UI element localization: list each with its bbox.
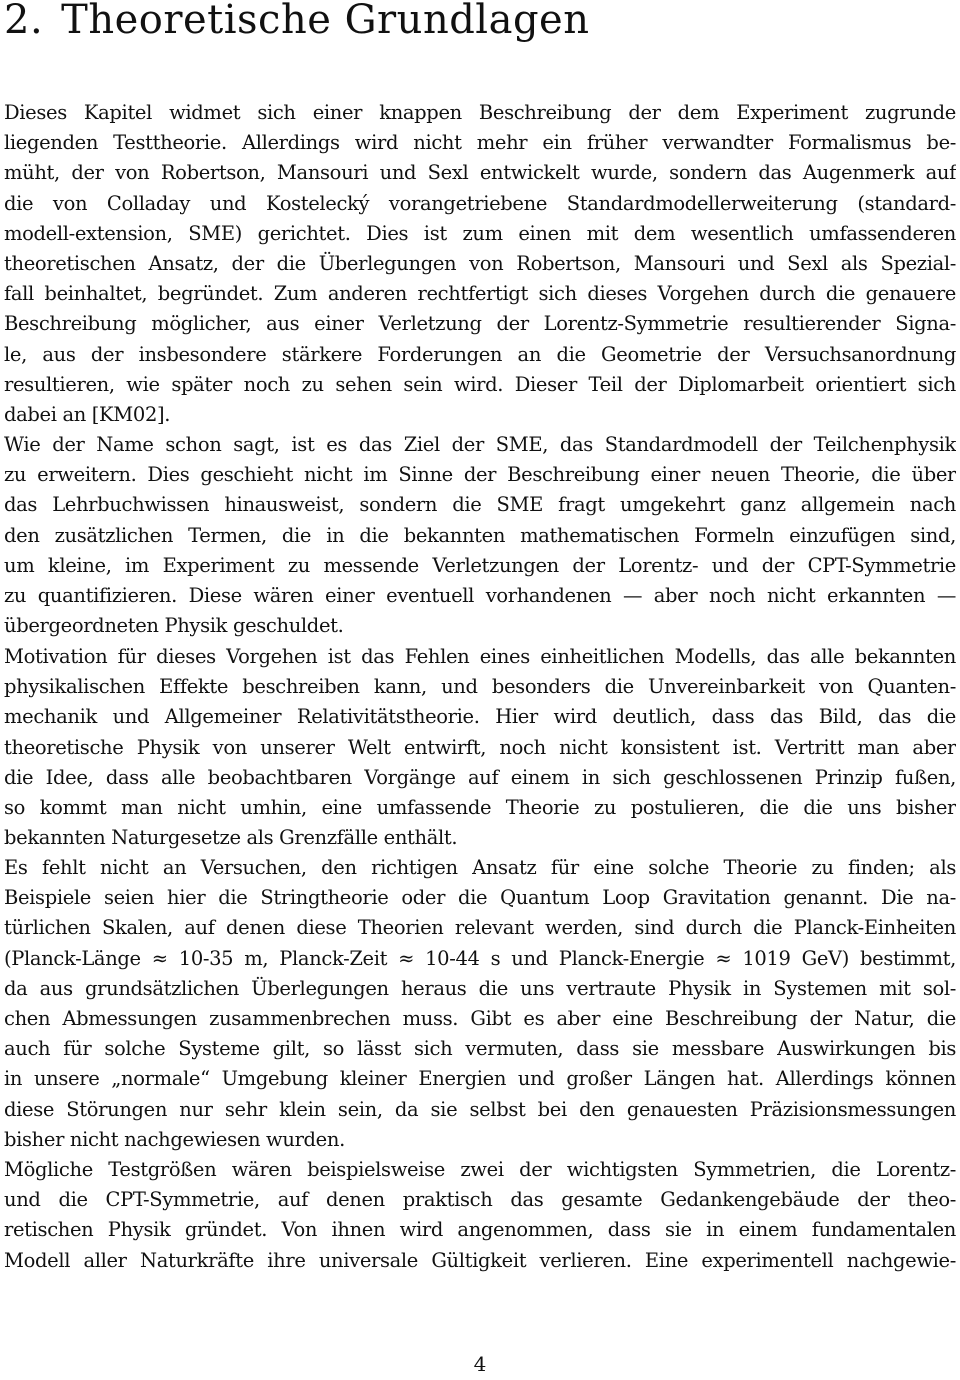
- text-line: bisher nicht nachgewiesen wurden.: [4, 1127, 345, 1151]
- text-line: in unsere „normale“ Umgebung kleiner Energien und großer Längen hat. Allerdings können: [4, 1067, 956, 1091]
- paragraph-symmetries: [4, 1155, 956, 1276]
- text-line: müht, der von Robertson, Mansouri und Sexl entwickelt wurde, sondern das Augenmerk auf: [4, 161, 956, 185]
- text-line: übergeordneten Physik geschuldet.: [4, 614, 344, 638]
- text-line: Dieses Kapitel widmet sich einer knappen Beschreibung der dem Experiment zugrunde: [4, 101, 956, 124]
- text-line: da aus grundsätzlichen Überlegungen heraus die uns vertraute Physik in Systemen mit sol-: [4, 976, 956, 1000]
- text-line: und die CPT-Symmetrie, auf denen praktisch das gesamte Gedankengebäude der theo-: [4, 1188, 956, 1212]
- text-line: mechanik und Allgemeiner Relativitätstheorie. Hier wird deutlich, dass das Bild, das die: [4, 705, 956, 729]
- page-number: 4: [473, 1352, 487, 1376]
- text-line: Wie der Name schon sagt, ist es das Ziel der SME, das Standardmodell der Teilchenphysik: [4, 433, 956, 456]
- text-line: diese Störungen nur sehr klein sein, da sie selbst bei den genauesten Präzisionsmessungen: [4, 1097, 956, 1121]
- text-line: türlichen Skalen, auf denen diese Theorien relevant werden, sind durch die Planck-Einheiten: [4, 916, 956, 940]
- text-line: physikalischen Effekte beschreiben kann, und besonders die Unvereinbarkeit von Quanten-: [4, 675, 956, 699]
- text-line: um kleine, im Experiment zu messende Verletzungen der Lorentz- und der CPT-Symmetrie: [4, 553, 956, 577]
- text-line: fall beinhaltet, begründet. Zum anderen rechtfertigt sich dieses Vorgehen durch die genauere: [4, 282, 956, 306]
- text-line: so kommt man nicht umhin, eine umfassende Theorie zu postulieren, die die uns bisher: [4, 795, 956, 819]
- text-line: Beschreibung möglicher, aus einer Verletzung der Lorentz-Symmetrie resultierender Signa-: [4, 312, 956, 336]
- text-line: Motivation für dieses Vorgehen ist das Fehlen eines einheitlichen Modells, das alle bekannten: [4, 645, 956, 668]
- text-line: le, aus der insbesondere stärkere Forderungen an die Geometrie der Versuchsanordnung: [4, 342, 956, 366]
- text-line: dabei an [KM02].: [4, 402, 171, 426]
- text-line: den zusätzlichen Termen, die in die bekannten mathematischen Formeln einzufügen sind,: [4, 523, 956, 547]
- text-line: Es fehlt nicht an Versuchen, den richtigen Ansatz für eine solche Theorie zu finden; als: [4, 856, 956, 879]
- text-line: bekannten Naturgesetze als Grenzfälle enthält.: [4, 826, 458, 850]
- paragraph-motivation: [4, 642, 956, 853]
- text-line: zu quantifizieren. Diese wären einer eventuell vorhandenen — aber noch nicht erkannten —: [4, 583, 956, 607]
- chapter-number: 2.: [4, 0, 44, 43]
- text-line: Beispiele seien hier die Stringtheorie oder die Quantum Loop Gravitation genannt. Die na-: [4, 886, 956, 910]
- text-line: theoretische Physik von unserer Welt entwirft, noch nicht konsistent ist. Vertritt man aber: [4, 735, 956, 759]
- text-line: auch für solche Systeme gilt, so lässt sich vermuten, dass sie messbare Auswirkungen bis: [4, 1037, 956, 1061]
- text-line: zu erweitern. Dies geschieht nicht im Sinne der Beschreibung einer neuen Theorie, die über: [4, 463, 956, 487]
- text-line: retischen Physik gründet. Von ihnen wird angenommen, dass sie in einem fundamentalen: [4, 1218, 956, 1242]
- paragraph-theories: [4, 853, 956, 1155]
- paragraph-sme-goal: [4, 430, 956, 641]
- text-line: modell-extension, SME) gerichtet. Dies ist zum einen mit dem wesentlich umfassenderen: [4, 221, 956, 245]
- text-line: liegenden Testtheorie. Allerdings wird nicht mehr ein früher verwandter Formalismus be-: [4, 131, 956, 155]
- chapter-title: Theoretische Grundlagen: [61, 0, 590, 43]
- chapter-heading: [4, 0, 590, 46]
- text-line: theoretischen Ansatz, der die Überlegungen von Robertson, Mansouri und Sexl als Spezial-: [4, 251, 956, 275]
- text-line: Mögliche Testgrößen wären beispielsweise zwei der wichtigsten Symmetrien, die Lorentz-: [4, 1158, 956, 1181]
- paragraph-intro: [4, 98, 956, 430]
- text-line: die von Colladay und Kostelecký vorangetriebene Standardmodellerweiterung (standard-: [4, 191, 956, 215]
- text-line: die Idee, dass alle beobachtbaren Vorgänge auf einem in sich geschlossenen Prinzip fußen,: [4, 765, 956, 789]
- text-line: (Planck-Länge ≈ 10-35 m, Planck-Zeit ≈ 10-44 s und Planck-Energie ≈ 1019 GeV) bestimmt,: [4, 946, 956, 970]
- text-line: resultieren, wie später noch zu sehen sein wird. Dieser Teil der Diplomarbeit orientiert sich: [4, 372, 956, 396]
- text-line: Modell aller Naturkräfte ihre universale Gültigkeit verlieren. Eine experimentell nachgewie-: [4, 1248, 956, 1272]
- text-line: chen Abmessungen zusammenbrechen muss. Gibt es aber eine Beschreibung der Natur, die: [4, 1006, 956, 1030]
- text-line: das Lehrbuchwissen hinausweist, sondern die SME fragt umgekehrt ganz allgemein nach: [4, 493, 956, 517]
